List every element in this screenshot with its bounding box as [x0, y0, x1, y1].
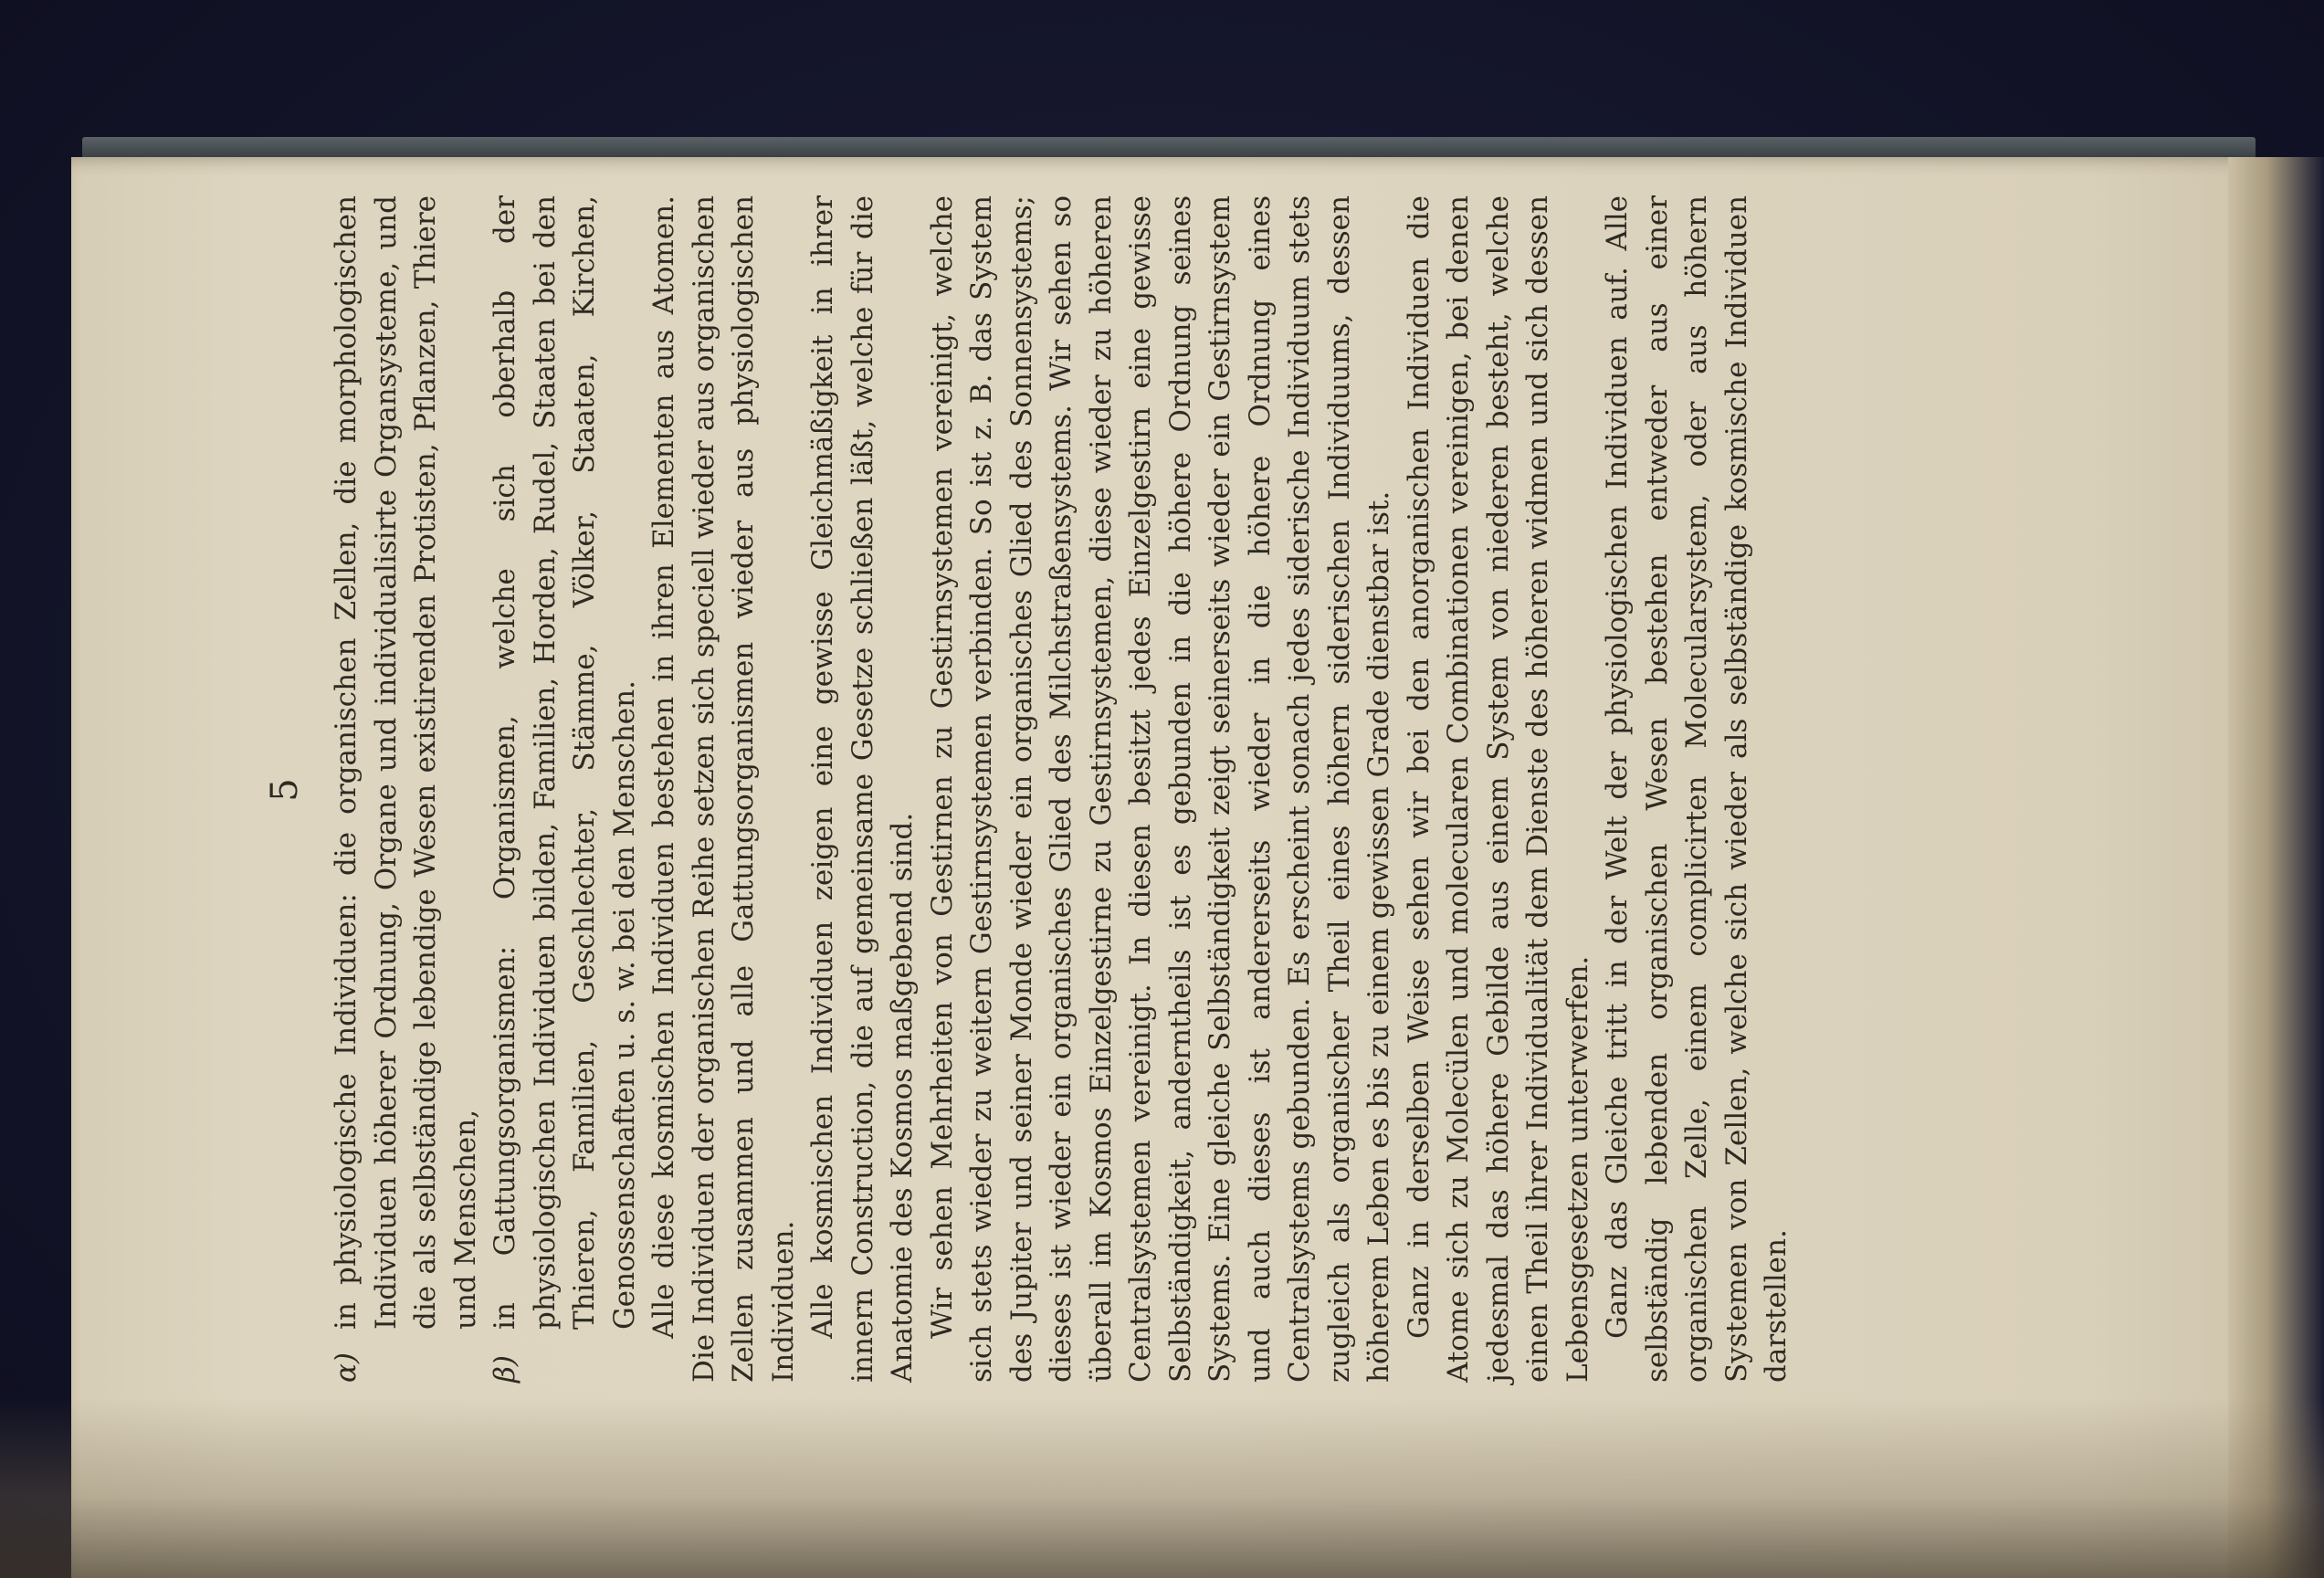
list-item-beta [486, 195, 645, 1383]
paragraph: Ganz in derselben Weise sehen wir bei den anorganischen Individuen die Atome sich zu Molecülen und molecularen Combinationen vereinigen, bei denen jedesmal das höhere Gebilde aus einem System von niederen besteht, welche einen Theil ihrer Individualität dem Dienste des höheren widmen und sich dessen Lebensgesetzen unterwerfen. [1402, 195, 1594, 1383]
list-item-text: in physiologische Individuen: die organischen Zellen, die morphologischen Individuen höherer Ordnung, Organe und individualisirte Organsysteme, und die als selbständige lebendige Wesen existirenden Protisten, Pflanzen, Thiere und Menschen, [330, 195, 482, 1330]
page-number: 5 [264, 776, 306, 802]
list-marker: α) [330, 1352, 363, 1383]
list-item-alpha [327, 195, 486, 1383]
paragraph: Alle kosmischen Individuen zeigen eine gewisse Gleichmäßigkeit in ihrer innern Construction, die auf gemeinsame Gesetze schließen läßt, welche für die Anatomie des Kosmos maßgebend sind. [806, 195, 919, 1383]
list-marker: β) [489, 1354, 521, 1383]
paragraph: Ganz das Gleiche tritt in der Welt der physiologischen Individuen auf. Alle selbständig lebenden organischen Wesen bestehen entweder aus einer organischen Zelle, einem complicirten Molecularsystem, oder aus höhern Systemen von Zellen, welche sich wieder als selbständige kosmische Individuen darstellen. [1601, 195, 1793, 1383]
page-gutter-shadow [0, 1397, 2324, 1578]
page-edge-shadow [2228, 157, 2324, 1578]
page-body [327, 195, 1797, 1383]
rotated-page-content [263, 195, 2053, 1383]
paragraph: Alle diese kosmischen Individuen bestehen in ihren Elementen aus Atomen. Die Individuen der organischen Reihe setzen sich speciell wieder aus organischen Zellen zusammen und alle Gattungsorganismen wieder aus physiologischen Individuen. [647, 195, 800, 1383]
paragraph: Wir sehen Mehrheiten von Gestirnen zu Gestirnsystemen vereinigt, welche sich stets wieder zu weitern Gestirnsystemen verbinden. So ist z. B. das System des Jupiter und seiner Monde wieder ein organisches Glied des Sonnensystems; dieses ist wieder ein organisches Glied des Milchstraßensystems. Wir sehen so überall im Kosmos Einzelgestirne zu Gestirnsystemen, diese wieder zu höheren Centralsystemen vereinigt. In diesen besitzt jedes Einzelgestirn eine gewisse Selbständigkeit, anderntheils ist es gebunden in die höhere Ordnung seines Systems. Eine gleiche Selbständigkeit zeigt seinerseits wieder ein Gestirnsystem und auch dieses ist andererseits wieder in die höhere Ordnung eines Centralsystems gebunden. Es erscheint sonach jedes siderische Individuum stets zugleich als organischer Theil eines höhern siderischen Individuums, dessen höherem Leben es bis zu einem gewissen Grade dienstbar ist. [925, 195, 1395, 1383]
list-item-text: in Gattungsorganismen: Organismen, welche sich oberhalb der physiologischen Individuen bilden, Familien, Horden, Rudel, Staaten bei den Thieren, Familien, Geschlechter, Stämme, Völker, Staaten, Kirchen, Genossenschaften u. s. w. bei den Menschen. [489, 195, 641, 1330]
